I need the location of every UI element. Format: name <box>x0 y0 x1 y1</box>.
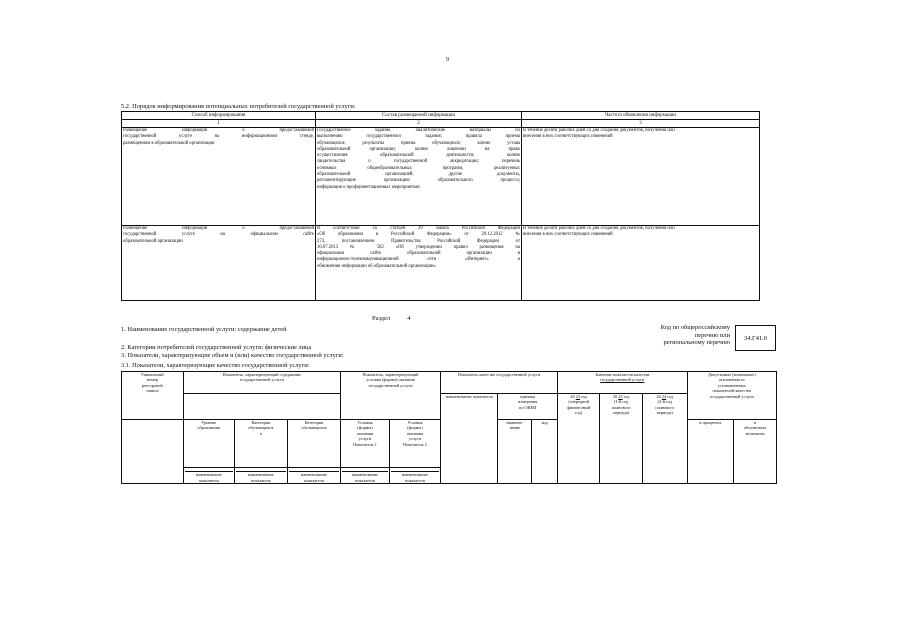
code-label-line: перечню или <box>694 331 730 339</box>
text-line: информация о профориентационных мероприятиях <box>317 184 421 190</box>
text-line: Показатель 1 <box>353 441 377 447</box>
text-line: вание <box>509 425 521 431</box>
section-heading <box>372 315 411 322</box>
col-number-3: 3 <box>522 120 760 128</box>
text-line: В течение десяти рабочих дней со дня создания документов, получения или <box>523 226 675 231</box>
text-line: обучающихся <box>301 425 327 431</box>
text-line: обучающихся; результаты приема обучающихся; копию устава <box>317 140 520 146</box>
sub-content-level <box>183 420 234 468</box>
text-line: внесения в них соответствующих изменений <box>523 134 613 140</box>
text-line: периода) <box>613 410 630 416</box>
text-line: наименование <box>401 472 428 478</box>
text-line: 10.07.2013 № 582 «Об утверждении правил размещения на <box>317 244 520 250</box>
text-line: государственной услуги <box>709 393 754 399</box>
text-line: услуги <box>408 436 422 442</box>
sub-condition-2 <box>389 420 440 468</box>
text-line: (формы) <box>357 425 373 431</box>
quality-indicators-table <box>121 371 777 484</box>
text-line: год) <box>575 410 583 416</box>
text-line: код <box>541 420 548 425</box>
col-year-3 <box>642 394 687 484</box>
col-unit-code <box>532 420 558 484</box>
text-line: 273, постановлением Правительства Российской Федерации от <box>317 238 520 244</box>
code-label <box>661 324 730 347</box>
text-line: Допустимые (возможные) <box>707 372 756 377</box>
text-line: Государственное задание, аналитические материалы по <box>317 128 520 133</box>
unique-footer <box>122 468 184 484</box>
row1-frequency <box>522 128 760 226</box>
footer-label-1 <box>183 468 234 484</box>
text-line: оказания <box>356 430 374 436</box>
text-line: планового <box>611 404 631 410</box>
text-line: Показатель, характеризующий содержание <box>222 372 302 377</box>
text-line: финансовый <box>567 404 591 410</box>
text-line: измерения <box>518 399 538 405</box>
col-quality-name <box>440 394 497 484</box>
text-line: Размещение информации о предоставляемой <box>123 128 314 133</box>
text-line: записи <box>146 388 159 394</box>
text-line: показателя <box>355 477 375 483</box>
text-line: наименование <box>247 472 274 478</box>
col-content-indicator <box>183 372 340 394</box>
text-line: основных общеобразовательных программ, реализуемых <box>317 165 520 171</box>
footer-label-5 <box>389 468 440 484</box>
sub-content-category-1 <box>234 420 287 468</box>
col-unit-name <box>498 420 532 484</box>
footer-label-2 <box>234 468 287 484</box>
text-line: в <box>259 430 262 436</box>
header-frequency: Частота обновления информации <box>522 112 760 120</box>
text-line: образовательной организацией; другие документы, <box>317 172 520 178</box>
text-line: показателя <box>405 477 425 483</box>
text-line: наименование <box>300 472 327 478</box>
col-quality-indicator <box>440 372 557 394</box>
year-prefix: 20 <box>570 394 575 399</box>
year-yy: 24 <box>661 394 667 399</box>
text-line: Показатель, характеризующий <box>362 372 419 377</box>
col-dev-absolute <box>734 420 777 484</box>
text-line: планового <box>655 404 675 410</box>
text-line: установленных <box>717 382 746 388</box>
text-line: наимено- <box>506 420 524 425</box>
text-line: периода) <box>656 410 673 416</box>
text-line: величинах <box>745 430 765 436</box>
text-line: регламентирующие организацию образовательного процесса; <box>317 178 520 184</box>
text-line: номер <box>146 377 158 383</box>
text-line: размещенном в образовательной организации <box>123 140 215 146</box>
text-line: в процентах <box>699 420 722 425</box>
text-line: абсолютных <box>743 425 767 431</box>
text-line: образования <box>197 425 220 431</box>
text-line: по ОКЕИ <box>519 404 537 410</box>
year-prefix: 20 <box>612 394 618 399</box>
col-unit <box>498 394 558 420</box>
text-line: свидетельства о государственной аккредитации; перечень <box>317 159 520 165</box>
text-line: Размещение информации о предоставляемой <box>123 226 314 231</box>
sub-condition-1 <box>341 420 390 468</box>
col-values <box>557 372 687 394</box>
text-line: обновления информации об образовательной организации» <box>317 263 436 269</box>
year-yy: 23 <box>618 394 623 399</box>
code-value-box <box>735 325 776 351</box>
section-5-2-title: 5.2. Порядок информирования потенциальных потребителей государственной услуги: <box>121 103 356 110</box>
text-line: Уникальный <box>140 372 164 377</box>
text-line: условия (формы) оказания <box>366 377 415 383</box>
col-number-2: 2 <box>316 120 522 128</box>
code-value: 34.Г41.0 <box>744 334 767 342</box>
col-unique-number <box>122 372 184 420</box>
code-label-line: Код по общероссийскому <box>660 324 730 331</box>
year-suffix: год <box>581 394 587 399</box>
text-line: Условия <box>407 420 423 425</box>
text-line: (1-й год <box>614 399 629 405</box>
text-line: Значение показателя качества <box>595 372 650 377</box>
text-line: оказания <box>406 430 424 436</box>
sub-content-category-2 <box>287 420 340 468</box>
informing-table <box>121 111 760 301</box>
footer-label-4 <box>341 468 390 484</box>
text-line: показателей качества <box>712 388 752 394</box>
col-year-2 <box>600 394 643 484</box>
text-line: наименование показателя <box>445 394 493 399</box>
text-line: (формы) <box>407 425 423 431</box>
text-line: образовательной организации; копию лицензии на право <box>317 146 520 152</box>
unique-spacer <box>122 420 184 468</box>
section-word: Раздел <box>372 315 391 322</box>
row2-frequency <box>522 226 760 301</box>
text-line: «Об образовании в Российской Федерации» от 29.12.2012 № <box>317 232 520 238</box>
row2-content <box>316 226 522 301</box>
year-yy: 23 <box>575 394 581 399</box>
item-2-consumers: 2. Категории потребителей государственной услуги: физические лица <box>121 344 312 351</box>
col-deviations <box>687 372 776 420</box>
text-line: наименование <box>195 472 222 478</box>
text-line: Уровень <box>201 420 217 425</box>
item-3-1-quality: 3.1. Показатели, характеризующие качество государственной услуги: <box>121 362 310 369</box>
content-spacer <box>183 394 340 420</box>
table-row <box>122 128 760 226</box>
text-line: внесения в них соответствующих изменений <box>523 232 613 238</box>
text-line: В соответствии со статьей 29 закона Российской Федерации <box>317 226 520 231</box>
text-line: В течение десяти рабочих дней со дня создания документов, получения или <box>523 128 675 133</box>
footer-label-3 <box>287 468 340 484</box>
text-line: показателя <box>250 477 271 483</box>
text-line: государственной услуги <box>600 377 645 383</box>
col-dev-percent <box>687 420 734 484</box>
text-line: (2-й год <box>657 399 672 405</box>
header-method: Способ информирования <box>122 112 316 120</box>
text-line: (очередной <box>568 399 589 405</box>
year-suffix: год <box>623 394 630 399</box>
text-line: Категория <box>304 420 324 425</box>
year-prefix: 20 <box>656 394 661 399</box>
year-suffix: год <box>667 394 674 399</box>
text-line: Показатель качества государственной услуги <box>457 372 541 377</box>
code-label-line: региональному перечню <box>663 339 730 347</box>
col-year-1 <box>557 394 600 484</box>
text-line: выполнению государственного задания; правила приема <box>317 134 520 140</box>
text-line: Категория <box>251 420 271 425</box>
text-line: отклонения от <box>718 377 745 383</box>
text-line: реестровой <box>142 382 163 388</box>
text-line: официальном сайте образовательной организации в <box>317 251 520 257</box>
text-line: государственной услуги <box>239 377 284 383</box>
row1-method <box>122 128 316 226</box>
text-line: государственной услуги <box>368 382 413 388</box>
item-1-service-name: 1. Наименование государственной услуги: содержание детей <box>121 326 287 333</box>
text-line: Условия <box>357 420 373 425</box>
text-line: показателя <box>304 477 324 483</box>
text-line: государственной услуге на информационном стенде, <box>123 134 314 140</box>
text-line: образовательной организации <box>123 238 183 244</box>
col-number-1: 1 <box>122 120 316 128</box>
text-line: осуществления образовательной деятельности; копию <box>317 153 520 159</box>
text-line: Показатель 2 <box>403 441 427 447</box>
table-row <box>122 226 760 301</box>
text-line: услуги <box>358 436 372 442</box>
header-content: Состав размещаемой информации <box>316 112 522 120</box>
text-line: государственной услуге на официальном сайте <box>123 232 314 238</box>
text-line: в <box>754 420 757 425</box>
text-line: обучающихся <box>248 425 274 431</box>
text-line: информационно-телекоммуникационной сети «Интернет» и <box>317 257 520 263</box>
text-line: показателя <box>198 477 219 483</box>
row1-content <box>316 128 522 226</box>
page-number: 9 <box>446 57 449 63</box>
section-number: 4 <box>407 315 411 322</box>
col-conditions-indicator <box>341 372 441 420</box>
text-line: наименование <box>351 472 378 478</box>
row2-method <box>122 226 316 301</box>
text-line: единица <box>520 394 536 399</box>
item-3-indicators: 3. Показатели, характеризующие объем и (или) качество государственной услуги: <box>121 352 344 359</box>
